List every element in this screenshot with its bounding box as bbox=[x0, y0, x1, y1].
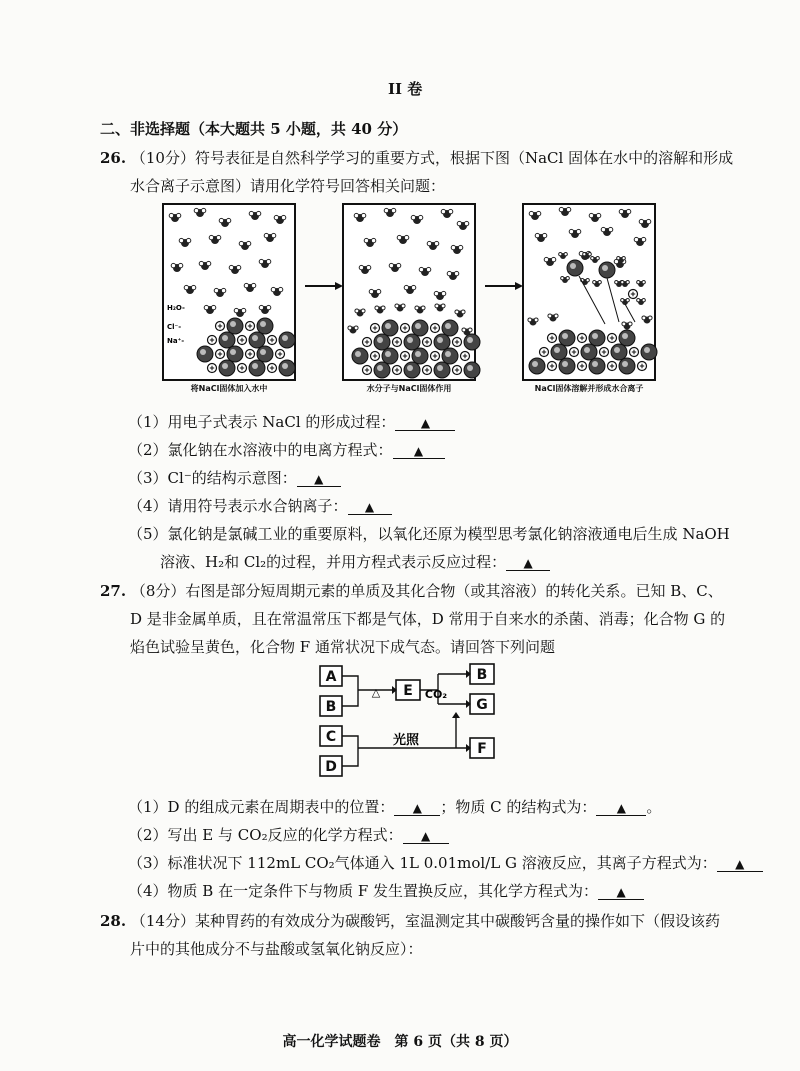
caption-2: 水分子与NaCl固体作用 bbox=[366, 384, 452, 393]
answer-blank: ▲ bbox=[348, 500, 392, 515]
sodium-ion-icon bbox=[268, 336, 277, 345]
chloride-ion-icon bbox=[442, 320, 458, 336]
chloride-ion-icon bbox=[404, 362, 420, 378]
chloride-ion-icon bbox=[279, 332, 295, 348]
chloride-ion-icon bbox=[249, 332, 265, 348]
sodium-ion-icon bbox=[401, 324, 410, 333]
sodium-ion-icon bbox=[431, 352, 440, 361]
nacl-figure-svg bbox=[155, 198, 685, 398]
answer-blank: ▲ bbox=[394, 801, 440, 816]
chloride-ion-icon bbox=[219, 360, 235, 376]
sodium-ion-icon bbox=[578, 334, 587, 343]
chloride-ion-icon bbox=[529, 358, 545, 374]
answer-blank: ▲ bbox=[717, 857, 763, 872]
q26-intro1: （10分）符号表征是自然科学学习的重要方式，根据下图（NaCl 固体在水中的溶解和形成 bbox=[130, 149, 734, 167]
q27-intro-line2: D 是非金属单质，且在常温常压下都是气体，D 常用于自来水的杀菌、消毒；化合物 G 的 bbox=[130, 610, 726, 628]
sodium-ion-icon bbox=[453, 366, 462, 375]
sodium-ion-icon bbox=[393, 338, 402, 347]
label-b: B bbox=[325, 699, 337, 715]
q27-part1 bbox=[128, 796, 661, 817]
label-heat: △ bbox=[371, 686, 381, 699]
label-f: F bbox=[477, 741, 487, 757]
sodium-ion-icon bbox=[208, 364, 217, 373]
q26-part2-text: （2）氯化钠在水溶液中的电离方程式： bbox=[128, 441, 393, 459]
q26-part4 bbox=[128, 495, 392, 516]
page-footer: 高一化学试题卷 第 6 页（共 8 页） bbox=[282, 1034, 518, 1050]
q26-part3 bbox=[128, 467, 341, 488]
sodium-ion-icon bbox=[246, 350, 255, 359]
answer-blank: ▲ bbox=[395, 416, 455, 431]
chloride-ion-icon bbox=[464, 362, 480, 378]
sodium-ion-icon bbox=[638, 362, 647, 371]
sodium-ion-icon bbox=[238, 336, 247, 345]
label-b-product: B bbox=[476, 667, 488, 683]
label-cl: Cl⁻- bbox=[167, 323, 182, 331]
label-e: E bbox=[403, 683, 413, 699]
q28-intro-line2: 片中的其他成分不与盐酸或氢氧化钠反应）： bbox=[130, 940, 423, 958]
sodium-ion-icon bbox=[600, 348, 609, 357]
chloride-ion-icon bbox=[611, 344, 627, 360]
q26-part5-text: 溶液、H₂和 Cl₂的过程，并用方程式表示反应过程： bbox=[160, 553, 507, 571]
nacl-dissolution-figure bbox=[155, 198, 685, 398]
sodium-ion-icon bbox=[268, 364, 277, 373]
section-title: II 卷 bbox=[388, 80, 423, 98]
sodium-ion-icon bbox=[548, 334, 557, 343]
q26-intro-line2: 水合离子示意图）请用化学符号回答相关问题： bbox=[130, 177, 446, 195]
chloride-ion-icon bbox=[589, 330, 605, 346]
chloride-ion-icon bbox=[464, 334, 480, 350]
label-h2o: H₂O- bbox=[167, 304, 185, 312]
chloride-ion-icon bbox=[382, 320, 398, 336]
sodium-ion-icon bbox=[431, 324, 440, 333]
chloride-ion-icon bbox=[412, 348, 428, 364]
chloride-ion-icon bbox=[352, 348, 368, 364]
label-c: C bbox=[325, 729, 337, 745]
chloride-ion-icon bbox=[227, 346, 243, 362]
q27-intro1: （8分）右图是部分短周期元素的单质及其化合物（或其溶液）的转化关系。已知 B、C、 bbox=[130, 582, 723, 600]
q27-part1-text-b: ；物质 C 的结构式为： bbox=[440, 798, 597, 816]
sodium-ion-icon bbox=[423, 366, 432, 375]
chloride-ion-icon bbox=[641, 344, 657, 360]
chloride-ion-icon bbox=[434, 334, 450, 350]
chloride-ion-icon bbox=[619, 358, 635, 374]
sodium-ion-icon bbox=[393, 366, 402, 375]
q27-part4-text: （4）物质 B 在一定条件下与物质 F 发生置换反应，其化学方程式为： bbox=[128, 882, 599, 900]
answer-blank: ▲ bbox=[596, 801, 646, 816]
q27-part3 bbox=[128, 852, 763, 873]
sodium-ion-icon bbox=[630, 348, 639, 357]
answer-blank: ▲ bbox=[297, 472, 341, 487]
q27-intro-line1 bbox=[100, 580, 723, 601]
q28-intro1: （14分）某种胃药的有效成分为碳酸钙，室温测定其中碳酸钙含量的操作如下（假设该药 bbox=[130, 912, 720, 930]
sodium-ion-icon bbox=[371, 324, 380, 333]
bracket-ab bbox=[342, 676, 358, 706]
q27-part2 bbox=[128, 824, 449, 845]
chloride-ion-icon bbox=[442, 348, 458, 364]
chloride-ion-icon bbox=[279, 360, 295, 376]
answer-blank: ▲ bbox=[403, 829, 449, 844]
chloride-ion-icon bbox=[567, 260, 583, 276]
label-d: D bbox=[325, 759, 337, 775]
answer-blank: ▲ bbox=[598, 885, 644, 900]
chloride-ion-icon bbox=[219, 332, 235, 348]
q27-part3-text: （3）标准状况下 112mL CO₂气体通入 1L 0.01mol/L G 溶液反应，其离子方程式为： bbox=[128, 854, 717, 872]
chloride-ion-icon bbox=[257, 346, 273, 362]
section-heading: 二、非选择题（本大题共 5 小题，共 40 分） bbox=[100, 120, 408, 138]
label-co2: CO₂ bbox=[424, 688, 448, 701]
transformation-diagram bbox=[310, 660, 510, 785]
sodium-ion-icon bbox=[608, 334, 617, 343]
sodium-ion-icon bbox=[208, 336, 217, 345]
sodium-ion-icon bbox=[540, 348, 549, 357]
caption-3: NaCl固体溶解并形成水合离子 bbox=[534, 384, 644, 393]
chloride-ion-icon bbox=[374, 334, 390, 350]
q26-intro-line1 bbox=[100, 147, 733, 168]
chloride-ion-icon bbox=[382, 348, 398, 364]
chloride-ion-icon bbox=[589, 358, 605, 374]
label-light: 光照 bbox=[392, 733, 420, 748]
chloride-ion-icon bbox=[559, 330, 575, 346]
sodium-ion-icon bbox=[401, 352, 410, 361]
sodium-ion-icon bbox=[453, 338, 462, 347]
q26-part4-text: （4）请用符号表示水合钠离子： bbox=[128, 497, 348, 515]
chloride-ion-icon bbox=[197, 346, 213, 362]
chloride-ion-icon bbox=[249, 360, 265, 376]
q27-number: 27. bbox=[100, 582, 127, 600]
sodium-ion-icon bbox=[461, 352, 470, 361]
sodium-ion-icon bbox=[608, 362, 617, 371]
sodium-ion-icon bbox=[548, 362, 557, 371]
sodium-ion-icon bbox=[216, 322, 225, 331]
chloride-ion-icon bbox=[374, 362, 390, 378]
q28-number: 28. bbox=[100, 912, 127, 930]
label-g: G bbox=[476, 697, 488, 713]
answer-blank: ▲ bbox=[393, 444, 445, 459]
chloride-ion-icon bbox=[551, 344, 567, 360]
chloride-ion-icon bbox=[619, 330, 635, 346]
sodium-ion-icon bbox=[578, 362, 587, 371]
arrowhead-to-g bbox=[452, 712, 460, 718]
q27-part4 bbox=[128, 880, 644, 901]
q26-part5-line2 bbox=[160, 551, 550, 572]
chloride-ion-icon bbox=[404, 334, 420, 350]
bracket-cd bbox=[342, 736, 358, 766]
q26-part3-text: （3）Cl⁻的结构示意图： bbox=[128, 469, 297, 487]
sodium-ion-icon bbox=[570, 348, 579, 357]
sodium-ion-icon bbox=[629, 290, 638, 299]
process-arrowhead-1 bbox=[335, 282, 343, 290]
chloride-ion-icon bbox=[257, 318, 273, 334]
q27-part2-text: （2）写出 E 与 CO₂反应的化学方程式： bbox=[128, 826, 403, 844]
q26-number: 26. bbox=[100, 149, 127, 167]
chloride-ion-icon bbox=[434, 362, 450, 378]
chloride-ion-icon bbox=[599, 262, 615, 278]
sodium-ion-icon bbox=[276, 350, 285, 359]
sodium-ion-icon bbox=[363, 338, 372, 347]
answer-blank: ▲ bbox=[506, 556, 550, 571]
q26-part1 bbox=[128, 411, 455, 432]
sodium-ion-icon bbox=[246, 322, 255, 331]
sodium-ion-icon bbox=[238, 364, 247, 373]
q26-part2 bbox=[128, 439, 445, 460]
caption-1: 将NaCl固体加入水中 bbox=[190, 384, 268, 393]
chloride-ion-icon bbox=[227, 318, 243, 334]
sodium-ion-icon bbox=[216, 350, 225, 359]
process-arrowhead-2 bbox=[515, 282, 523, 290]
q27-part1-text-a: （1）D 的组成元素在周期表中的位置： bbox=[128, 798, 395, 816]
q27-part1-text-c: 。 bbox=[646, 798, 662, 816]
sodium-ion-icon bbox=[371, 352, 380, 361]
label-na: Na⁺- bbox=[167, 337, 185, 345]
q27-intro-line3: 焰色试验呈黄色，化合物 F 通常状况下成气态。请回答下列问题 bbox=[130, 638, 555, 656]
q26-part5-line1: （5）氯化钠是氯碱工业的重要原料，以氧化还原为模型思考氯化钠溶液通电后生成 NaOH bbox=[128, 525, 730, 543]
q26-part1-text: （1）用电子式表示 NaCl 的形成过程： bbox=[128, 413, 396, 431]
sodium-ion-icon bbox=[423, 338, 432, 347]
transformation-diagram-svg bbox=[310, 660, 510, 785]
chloride-ion-icon bbox=[412, 320, 428, 336]
q28-intro-line1 bbox=[100, 910, 720, 931]
label-a: A bbox=[325, 669, 337, 685]
chloride-ion-icon bbox=[581, 344, 597, 360]
chloride-ion-icon bbox=[559, 358, 575, 374]
sodium-ion-icon bbox=[363, 366, 372, 375]
